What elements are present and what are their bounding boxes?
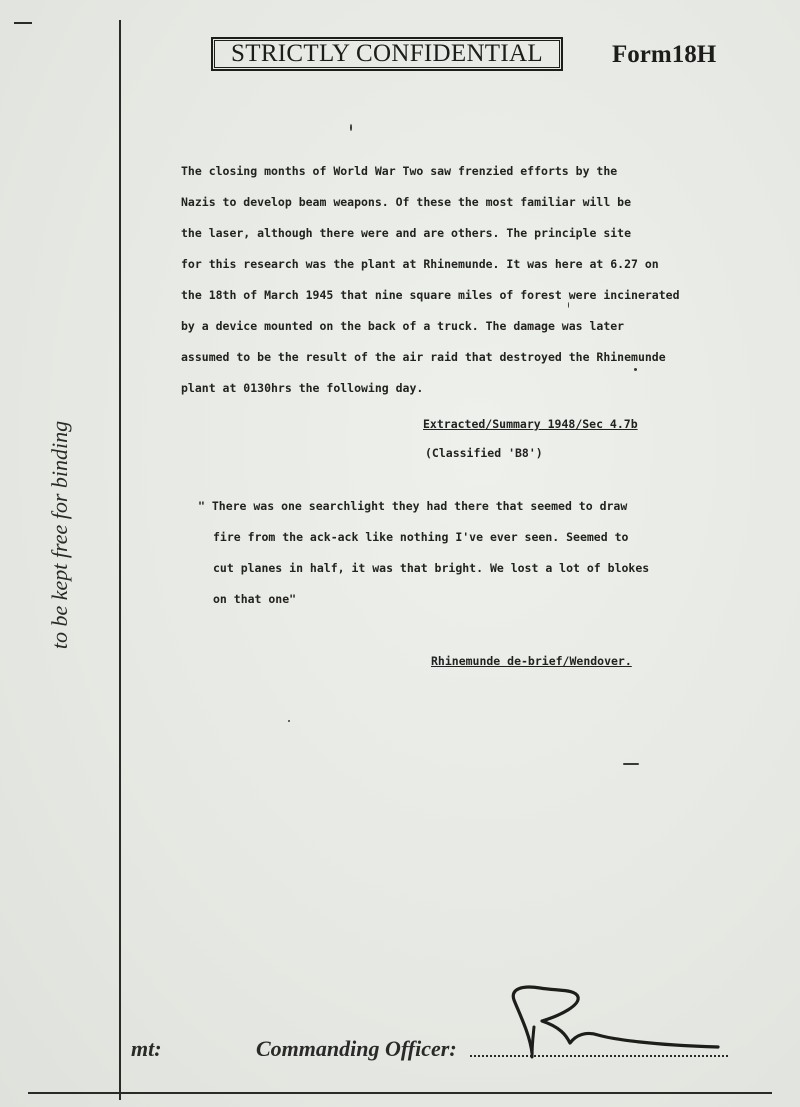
paper-speck [634, 368, 637, 371]
quote-line: on that one" [213, 592, 297, 606]
handwritten-signature [500, 975, 730, 1065]
paragraph-line: the laser, although there were and are others. The principle site [181, 226, 632, 240]
classification-text: STRICTLY CONFIDENTIAL [231, 40, 543, 67]
quote-line: fire from the ack-ack like nothing I've ever seen. Seemed to [213, 530, 629, 544]
paper-speck [623, 763, 639, 765]
binding-margin-rule [119, 20, 121, 1100]
quote-line: " There was one searchlight they had there that seemed to draw [198, 499, 628, 513]
classification-note: (Classified 'B8') [425, 446, 543, 460]
paragraph-line: the 18th of March 1945 that nine square miles of forest were incinerated [181, 288, 680, 302]
form-number: Form18H [612, 41, 717, 68]
paragraph-line: for this research was the plant at Rhinemunde. It was here at 6.27 on [181, 257, 659, 271]
quote-attribution: Rhinemunde de-brief/Wendover. [431, 654, 632, 668]
classification-stamp [211, 37, 563, 71]
paragraph-line: plant at 0130hrs the following day. [181, 381, 424, 395]
binding-margin-note: to be kept free for binding [47, 420, 72, 650]
paper-speck [288, 720, 290, 722]
paragraph-line: The closing months of World War Two saw frenzied efforts by the [181, 164, 618, 178]
paper-speck [350, 124, 352, 131]
bottom-rule [28, 1092, 772, 1094]
paper-speck [568, 302, 569, 308]
commanding-officer-label: Commanding Officer: [256, 1036, 457, 1061]
paragraph-line: assumed to be the result of the air raid that destroyed the Rhinemunde [181, 350, 666, 364]
top-corner-mark [14, 22, 32, 24]
source-reference: Extracted/Summary 1948/Sec 4.7b [423, 417, 638, 431]
paragraph-line: by a device mounted on the back of a truck. The damage was later [181, 319, 625, 333]
quote-line: cut planes in half, it was that bright. We lost a lot of blokes [213, 561, 650, 575]
footer-left-label: mt: [131, 1036, 162, 1061]
paragraph-line: Nazis to develop beam weapons. Of these the most familiar will be [181, 195, 632, 209]
